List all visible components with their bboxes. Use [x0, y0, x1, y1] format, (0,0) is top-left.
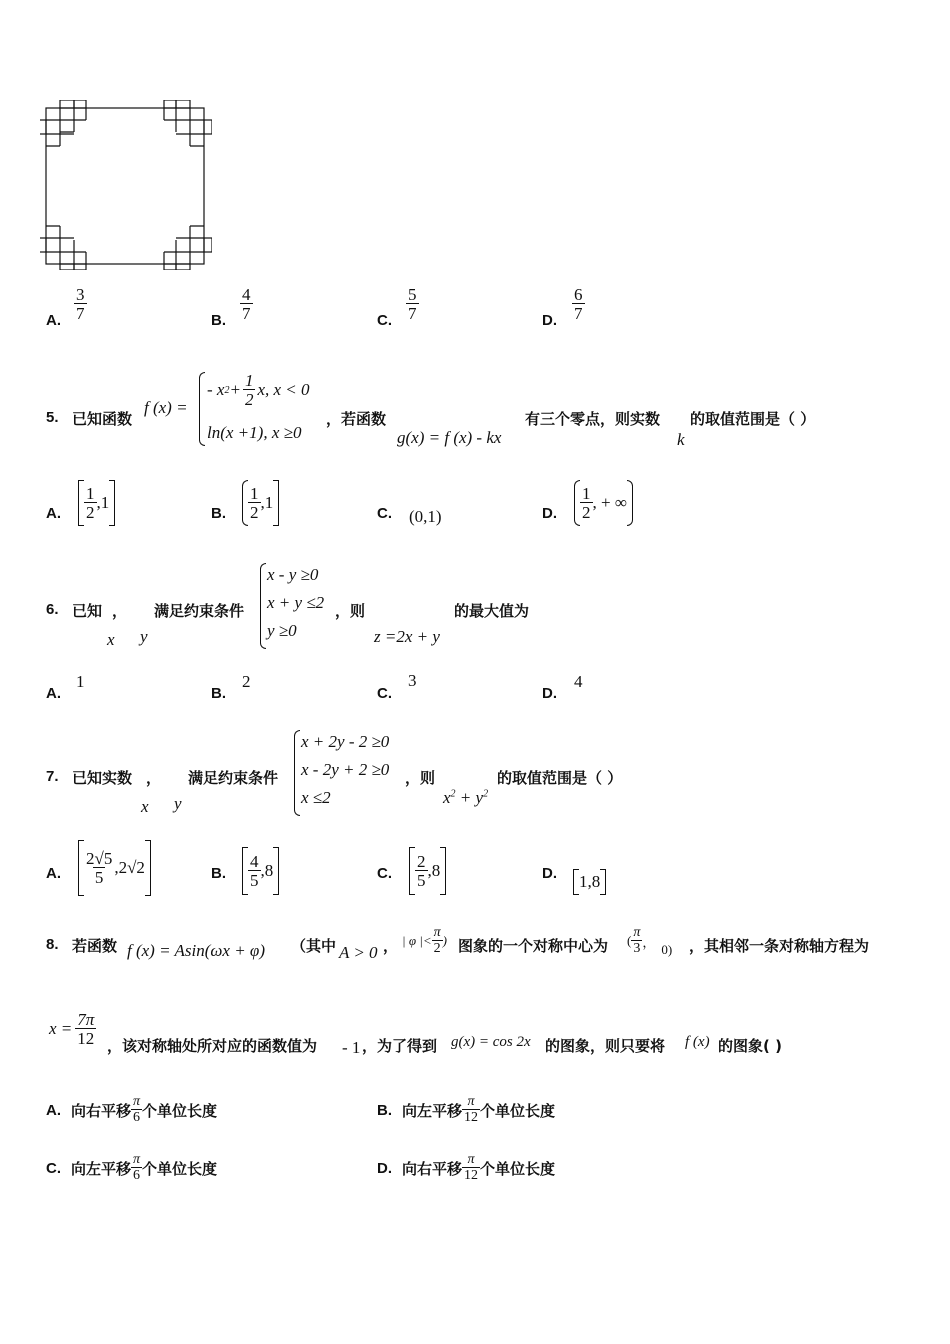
- q7-var-y: y: [174, 794, 182, 813]
- q6-option-b-label[interactable]: B.: [211, 685, 226, 702]
- q7-option-b-value: $\frac{4}{5}$ ,8: [242, 846, 279, 896]
- q6-option-a-value: 1: [76, 672, 85, 691]
- q6-var-y: y: [140, 627, 148, 646]
- q8-number: 8.: [46, 936, 59, 953]
- q6-text-4: 的最大值为: [454, 602, 530, 620]
- q5-text-1: 已知函数: [72, 410, 133, 428]
- q8-option-a[interactable]: A. 向右平移 $\frac{\pi}{6}$ 个单位长度: [46, 1094, 218, 1125]
- q6-option-b-value: 2: [242, 672, 251, 691]
- q4-option-d-value: $\frac{6}{7}$: [574, 285, 583, 323]
- q6-number: 6.: [46, 601, 59, 618]
- q4-option-c-label[interactable]: C.: [377, 312, 392, 329]
- q5-option-b-value: $\frac{1}{2}$ ,1: [242, 480, 279, 526]
- q4-option-c-value: $\frac{5}{7}$: [408, 285, 417, 323]
- q7-text-3: ，则: [405, 769, 436, 787]
- q7-option-c-value: $\frac{2}{5}$ ,8: [409, 846, 446, 896]
- q7-comma: ，: [146, 769, 162, 787]
- q6-option-a-label[interactable]: A.: [46, 685, 61, 702]
- q6-comma: ，: [112, 602, 128, 620]
- q7-option-a-value: $\frac{2√5}{5}$ ,2√2: [78, 840, 151, 896]
- q8-text-7: 的图象，则只要将: [545, 1037, 666, 1055]
- q6-text-3: ，则: [335, 602, 366, 620]
- q5-text-2: ，若函数: [326, 410, 387, 428]
- q4-option-a-label[interactable]: A.: [46, 312, 61, 329]
- q8-phi-cond: | φ |< $\frac{\pi}{2}$ ): [402, 925, 447, 956]
- q6-option-c-value: 3: [408, 671, 417, 690]
- q8-comma: ，: [383, 937, 399, 955]
- q5-gx: g(x) = f (x) - kx: [397, 428, 502, 447]
- q7-brace: [294, 730, 300, 816]
- q7-option-d-value: 1,8: [573, 869, 606, 895]
- q8-gx: g(x) = cos 2x: [451, 1034, 531, 1050]
- q7-number: 7.: [46, 768, 59, 785]
- q5-fx: f (x) =: [144, 398, 188, 417]
- q5-option-b-label[interactable]: B.: [211, 505, 226, 522]
- q7-text-1: 已知实数: [72, 769, 133, 787]
- q4-option-b-label[interactable]: B.: [211, 312, 226, 329]
- square-grid-figure: [40, 100, 212, 270]
- q5-option-a-value: $\frac{1}{2}$ ,1: [78, 480, 115, 526]
- q7-option-b-label[interactable]: B.: [211, 865, 226, 882]
- q6-option-c-label[interactable]: C.: [377, 685, 392, 702]
- q7-option-d-label[interactable]: D.: [542, 865, 557, 882]
- q6-var-x: x: [107, 630, 115, 649]
- q8-text-2: （其中: [291, 937, 337, 955]
- q7-text-4: 的取值范围是（ ）: [497, 769, 623, 787]
- q8-text-1: 若函数: [72, 937, 118, 955]
- outer-square: [46, 108, 204, 264]
- q8-option-b[interactable]: B. 向左平移 $\frac{\pi}{12}$ 个单位长度: [377, 1094, 556, 1125]
- q5-case-2: ln(x +1), x ≥0: [207, 423, 302, 442]
- q8-option-c[interactable]: C. 向左平移 $\frac{\pi}{6}$ 个单位长度: [46, 1152, 218, 1183]
- q6-objective: z =2x + y: [374, 627, 440, 646]
- q6-text-2: 满足约束条件: [154, 602, 245, 620]
- q5-text-4: 的取值范围是（ ）: [690, 410, 816, 428]
- q5-option-d-label[interactable]: D.: [542, 505, 557, 522]
- q6-option-d-value: 4: [574, 672, 583, 691]
- q8-option-d[interactable]: D. 向右平移 $\frac{\pi}{12}$ 个单位长度: [377, 1152, 556, 1183]
- q7-option-c-label[interactable]: C.: [377, 865, 392, 882]
- q5-option-c-value: (0,1): [409, 507, 442, 526]
- q8-text-6: ，为了得到: [362, 1037, 438, 1055]
- q7-constraints: x + 2y - 2 ≥0 x - 2y + 2 ≥0 x ≤2: [301, 732, 390, 807]
- q8-cond-a: A > 0: [339, 943, 378, 962]
- q8-text-4: ，其相邻一条对称轴方程为: [689, 937, 870, 955]
- q8-text-8: 的图象( ): [718, 1037, 782, 1055]
- q4-option-d-label[interactable]: D.: [542, 312, 557, 329]
- q8-value: - 1: [342, 1038, 361, 1057]
- q8-axis: x = $\frac{7\pi}{12}$: [49, 1010, 95, 1048]
- q8-text-3: 图象的一个对称中心为: [458, 937, 609, 955]
- q5-option-c-label[interactable]: C.: [377, 505, 392, 522]
- q7-text-2: 满足约束条件: [188, 769, 279, 787]
- q7-expression: $x^2 + y^2$: [443, 788, 489, 807]
- q6-text-1: 已知: [72, 602, 103, 620]
- q6-constraints: x - y ≥0 x + y ≤2 y ≥0: [267, 565, 325, 640]
- q5-number: 5.: [46, 409, 59, 426]
- q4-option-b-value: $\frac{4}{7}$: [242, 285, 251, 323]
- q4-option-a-value: $\frac{3}{7}$: [76, 285, 85, 323]
- q5-brace: [199, 372, 205, 446]
- q7-option-a-label[interactable]: A.: [46, 865, 61, 882]
- q8-fx: f (x) = Asin(ωx + φ): [127, 941, 265, 960]
- q8-center: ( $\frac{\pi}{3}$ ， 0): [627, 925, 673, 957]
- q5-case-1: - x 2 + $\frac{1}{2}$ x, x < 0: [207, 371, 310, 409]
- q8-text-5: ，该对称轴处所对应的函数值为: [107, 1037, 318, 1055]
- q5-text-3: 有三个零点，则实数: [525, 410, 661, 428]
- q6-brace: [260, 563, 266, 649]
- q6-option-d-label[interactable]: D.: [542, 685, 557, 702]
- q5-option-d-value: $\frac{1}{2}$ , + ∞: [574, 480, 633, 526]
- q7-var-x: x: [141, 797, 149, 816]
- q8-fx-2: f (x): [685, 1034, 710, 1050]
- q5-k: k: [677, 430, 685, 449]
- q5-option-a-label[interactable]: A.: [46, 505, 61, 522]
